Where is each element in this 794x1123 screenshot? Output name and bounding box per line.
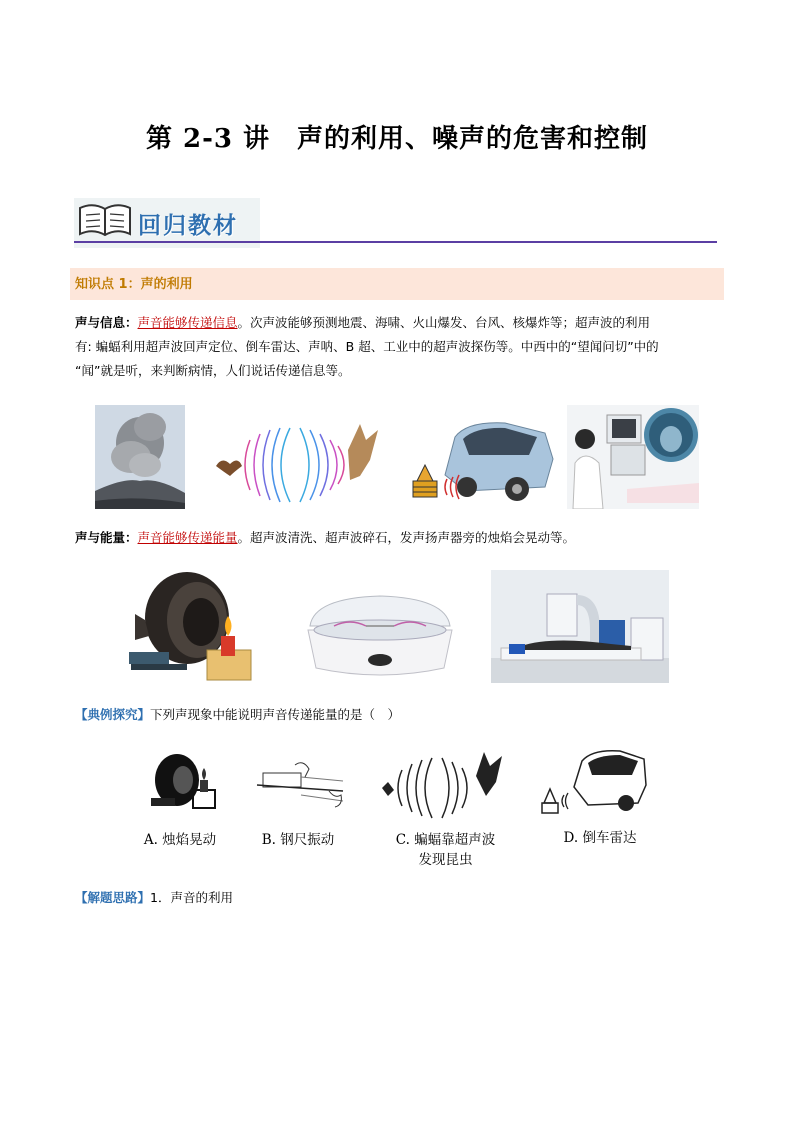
book-icon xyxy=(76,200,134,240)
option-b-line1: B. 钢尺振动 xyxy=(261,832,335,848)
info-line3: “闻”就是听，来判断病情，人们说话传递信息等。 xyxy=(75,363,351,378)
page-title: 第 2-3 讲 声的利用、噪声的危害和控制 xyxy=(145,124,649,154)
reversing-radar-image xyxy=(405,415,555,507)
energy-paragraph xyxy=(75,526,725,550)
info-line2: 有: 蝙蝠利用超声波回声定位、倒车雷达、声呐、B 超、工业中的超声波探伤等。中西中的“望闻问切”中的 xyxy=(75,339,659,354)
knowledge-point-label: 知识点 1：声的利用 xyxy=(75,277,193,292)
info-lead: 声与信息： xyxy=(75,315,138,330)
option-a-line1: A. 烛焰晃动 xyxy=(143,832,217,848)
energy-highlight: 声音能够传递能量 xyxy=(137,530,238,545)
b-ultrasound-image xyxy=(567,405,699,509)
solution-text: 1．声音的利用 xyxy=(150,890,233,905)
example-question xyxy=(75,705,400,723)
solution-tag: 【解题思路】 xyxy=(75,890,151,905)
banner-label: 回归教材 xyxy=(138,213,238,239)
option-c-figure xyxy=(380,748,505,820)
lithotripsy-image xyxy=(491,570,669,683)
option-b-caption xyxy=(238,828,358,848)
energy-lead: 声与能量： xyxy=(75,530,138,545)
option-d-figure xyxy=(538,745,648,815)
option-b-figure xyxy=(255,755,350,810)
banner-underline xyxy=(74,241,717,243)
bat-echolocation-image xyxy=(210,420,380,510)
solution-line xyxy=(75,888,233,906)
option-c-line1: C. 蝙蝠靠超声波 xyxy=(395,832,496,848)
speaker-candle-image xyxy=(125,570,260,682)
option-a-caption xyxy=(120,828,240,848)
option-d-line1: D. 倒车雷达 xyxy=(563,830,637,846)
option-c-caption xyxy=(378,828,513,868)
energy-rest: 。超声波清洗、超声波碎石，发声扬声器旁的烛焰会晃动等。 xyxy=(237,530,576,545)
info-highlight: 声音能够传递信息 xyxy=(137,315,238,330)
option-c-line2: 发现昆虫 xyxy=(418,852,473,868)
info-paragraph xyxy=(75,311,725,383)
example-tag: 【典例探究】 xyxy=(75,707,151,722)
option-a-figure xyxy=(145,750,225,815)
ultrasonic-cleaner-image xyxy=(300,590,460,682)
volcano-image xyxy=(95,405,185,509)
info-line1: 。次声波能够预测地震、海啸、火山爆发、台风、核爆炸等；超声波的利用 xyxy=(237,315,651,330)
option-d-caption xyxy=(540,826,660,846)
example-question-text: 下列声现象中能说明声音传递能量的是（ ） xyxy=(150,707,401,722)
